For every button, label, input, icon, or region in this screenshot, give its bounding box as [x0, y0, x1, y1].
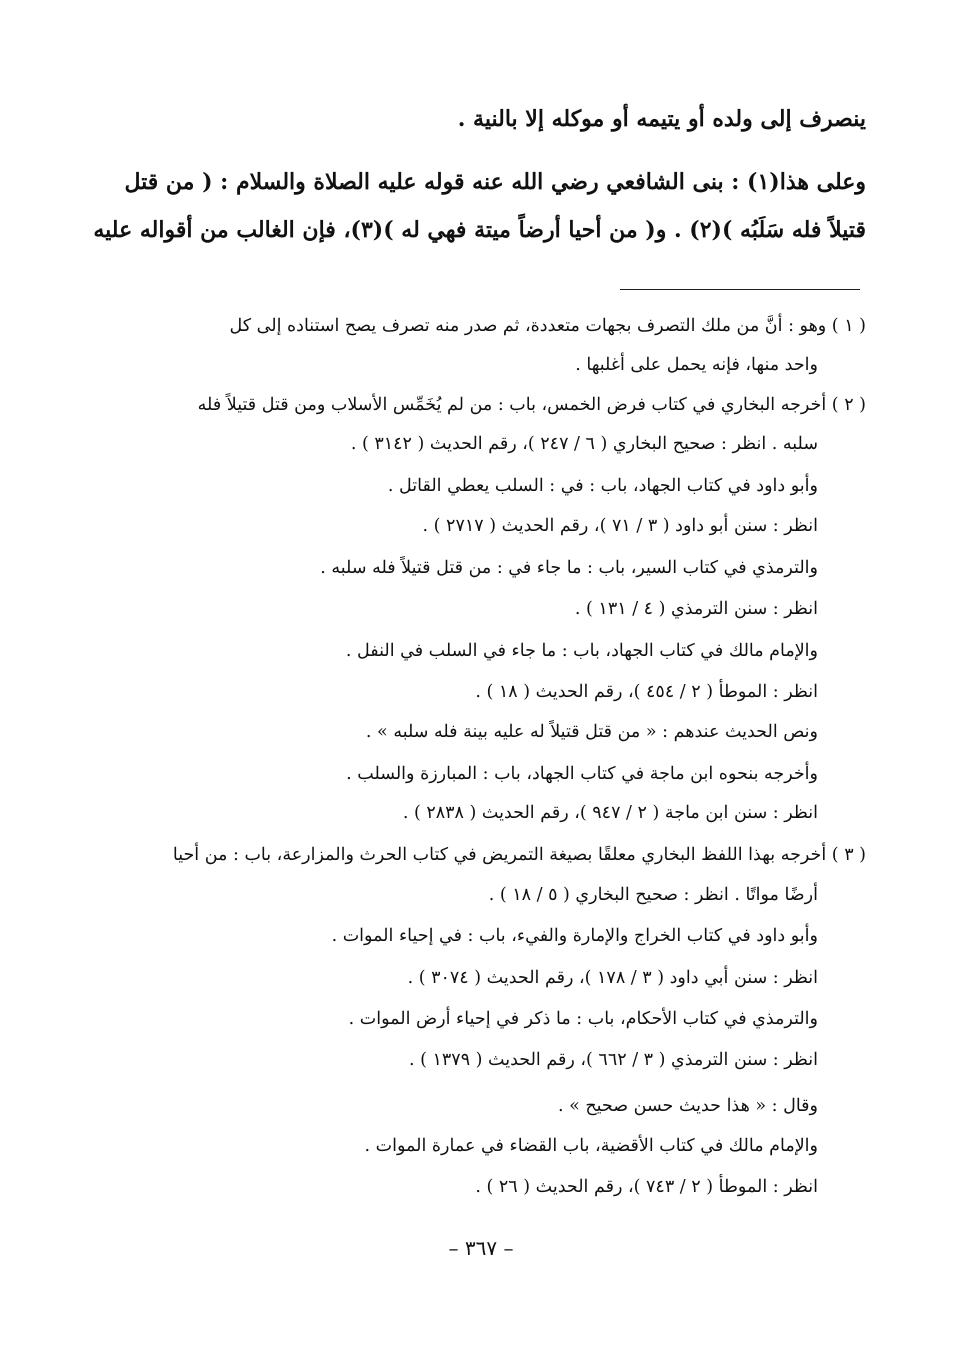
footnote-3-line-6: انظر : سنن الترمذي ( ٣ / ٦٦٢ )، رقم الحديث ( ١٣٧٩ ) . [408, 1050, 818, 1070]
footnote-2-line-8: انظر : الموطأ ( ٢ / ٤٥٤ )، رقم الحديث ( ١٨ ) . [475, 682, 818, 702]
footnote-3-line-8: والإمام مالك في كتاب الأقضية، باب القضاء في عمارة الموات . [364, 1136, 818, 1156]
footnote-2-line-5: والترمذي في كتاب السير، باب : ما جاء في : من قتل قتيلاً فله سلبه . [320, 558, 818, 578]
footnote-3-line-4: انظر : سنن أبي داود ( ٣ / ١٧٨ )، رقم الحديث ( ٣٠٧٤ ) . [407, 968, 818, 988]
footnote-3-line-1: ( ٣ ) أخرجه بهذا اللفظ البخاري معلقًا بصيغة التمريض في كتاب الحرث والمزارعة، باب : من أحيا [172, 845, 866, 865]
body-text-line-3: قتيلاً فله سَلَبُه )(٢) . و( من أحيا أرضاً ميتة فهي له )(٣)، فإن الغالب من أقواله عليه [93, 217, 866, 243]
footnote-1-line-2: واحد منها، فإنه يحمل على أغلبها . [575, 355, 818, 375]
footnote-3-line-2: أرضًا مواتًا . انظر : صحيح البخاري ( ٥ / ١٨ ) . [488, 885, 818, 905]
body-text-line-1: ينصرف إلى ولده أو يتيمه أو موكله إلا بالنية . [457, 106, 866, 132]
page-number: – ٣٦٧ – [448, 1236, 514, 1260]
footnote-3-line-3: وأبو داود في كتاب الخراج والإمارة والفيء، باب : في إحياء الموات . [331, 926, 818, 946]
footnote-2-line-1: ( ٢ ) أخرجه البخاري في كتاب فرض الخمس، باب : من لم يُخَمِّس الأسلاب ومن قتل قتيلاً فله [197, 395, 866, 415]
footnote-2-line-3: وأبو داود في كتاب الجهاد، باب : في : السلب يعطي القاتل . [387, 476, 818, 496]
footnote-2-line-4: انظر : سنن أبو داود ( ٣ / ٧١ )، رقم الحديث ( ٢٧١٧ ) . [422, 516, 818, 536]
footnote-2-line-9: ونص الحديث عندهم : « من قتل قتيلاً له عليه بينة فله سلبه » . [365, 722, 818, 742]
footnote-1-line-1: ( ١ ) وهو : أنَّ من ملك التصرف بجهات متعددة، ثم صدر منه تصرف يصح استناده إلى كل [229, 316, 866, 336]
footnote-3-line-9: انظر : الموطأ ( ٢ / ٧٤٣ )، رقم الحديث ( ٢٦ ) . [475, 1177, 818, 1197]
footnote-2-line-11: انظر : سنن ابن ماجة ( ٢ / ٩٤٧ )، رقم الحديث ( ٢٨٣٨ ) . [402, 803, 818, 823]
footnote-2-line-6: انظر : سنن الترمذي ( ٤ / ١٣١ ) . [574, 599, 818, 619]
footnote-2-line-2: سلبه . انظر : صحيح البخاري ( ٦ / ٢٤٧ )، رقم الحديث ( ٣١٤٢ ) . [350, 434, 818, 454]
footnote-3-line-5: والترمذي في كتاب الأحكام، باب : ما ذكر في إحياء أرض الموات . [348, 1009, 818, 1029]
footnote-2-line-7: والإمام مالك في كتاب الجهاد، باب : ما جاء في السلب في النفل . [345, 641, 818, 661]
footnote-2-line-10: وأخرجه بنحوه ابن ماجة في كتاب الجهاد، باب : المبارزة والسلب . [346, 764, 818, 784]
body-text-line-2: وعلى هذا(١) : بنى الشافعي رضي الله عنه قوله عليه الصلاة والسلام : ( من قتل [124, 169, 866, 195]
footnote-separator [620, 289, 860, 290]
footnote-3-line-7: وقال : « هذا حديث حسن صحيح » . [557, 1096, 818, 1116]
